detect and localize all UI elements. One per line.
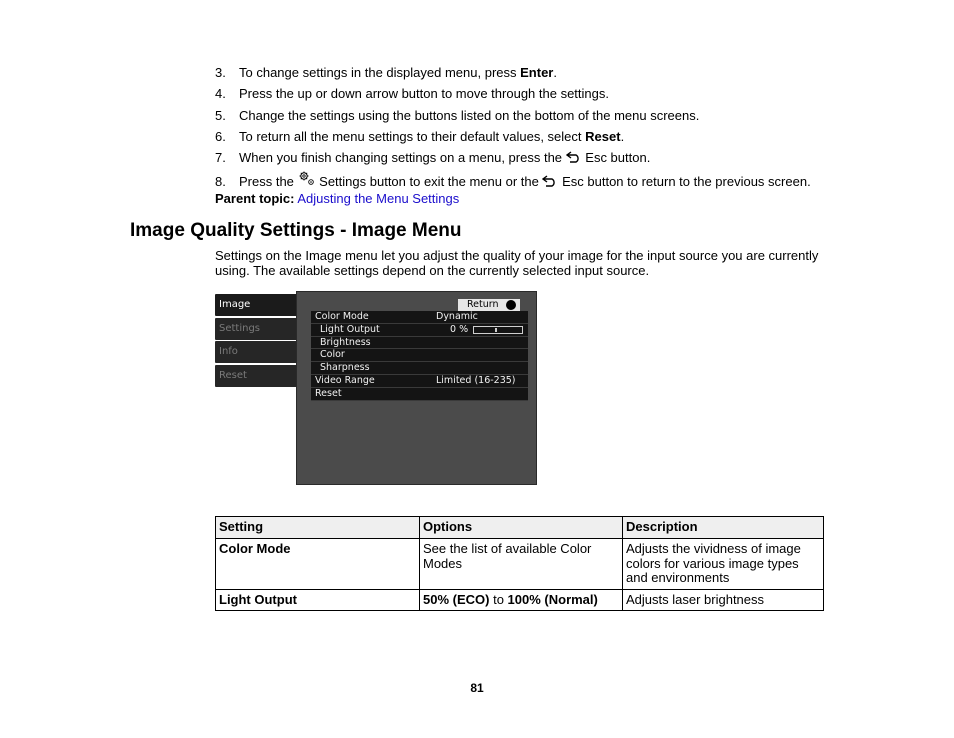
table-row: Color Mode See the list of available Color Modes Adjusts the vividness of image colors for various image types and environments — [216, 539, 824, 590]
menu-row-color-mode: Color Mode Dynamic — [311, 311, 528, 324]
menu-row-color: Color — [311, 349, 528, 362]
menu-tab-reset: Reset — [215, 365, 303, 387]
settings-table — [215, 516, 824, 611]
image-menu-screenshot — [215, 291, 537, 485]
menu-tab-settings: Settings — [215, 318, 303, 340]
menu-tab-info: Info — [215, 341, 303, 363]
step-3: 3. To change settings in the displayed menu, press Enter. — [215, 65, 557, 80]
menu-tab-image: Image — [215, 294, 303, 316]
step-5: 5. Change the settings using the buttons listed on the bottom of the menu screens. — [215, 107, 700, 123]
table-row: Light Output 50% (ECO) to 100% (Normal) Adjusts laser brightness — [216, 589, 824, 611]
page-number: 81 — [470, 681, 484, 695]
light-output-slider — [473, 326, 523, 334]
intro-paragraph: Settings on the Image menu let you adjust the quality of your image for the input source you are currently using. The available settings depend on the currently selected input source. — [215, 248, 819, 278]
header-setting: Setting — [216, 517, 420, 539]
step-8: 8. Press the Settings button to exit the menu or the Esc button to return to the previous screen. — [215, 171, 855, 192]
menu-rows — [311, 311, 528, 401]
menu-panel — [296, 291, 537, 485]
step-4: 4. Press the up or down arrow button to move through the settings. — [215, 86, 609, 102]
menu-row-sharpness: Sharpness — [311, 362, 528, 375]
header-description: Description — [623, 517, 824, 539]
light-output-slider-mark — [495, 328, 497, 332]
step-6: 6. To return all the menu settings to their default values, select Reset. — [215, 128, 625, 144]
parent-topic-link[interactable]: Adjusting the Menu Settings — [297, 191, 460, 206]
menu-row-video-range: Video Range Limited (16-235) — [311, 375, 528, 388]
menu-row-brightness: Brightness — [311, 337, 528, 350]
numbered-steps — [215, 62, 855, 193]
return-button: Return — [458, 299, 520, 311]
esc-return-icon — [566, 151, 582, 163]
return-icon — [506, 300, 516, 310]
settings-gear-icon — [298, 171, 316, 187]
menu-row-reset: Reset — [311, 388, 528, 401]
table-header-row — [216, 517, 824, 539]
step-7: 7. When you finish changing settings on a menu, press the Esc button. — [215, 150, 651, 166]
header-options: Options — [420, 517, 623, 539]
parent-topic: Parent topic: Adjusting the Menu Settings — [215, 191, 460, 206]
section-heading: Image Quality Settings - Image Menu — [130, 220, 462, 241]
menu-row-light-output: Light Output 0 % — [311, 324, 528, 337]
esc-return-icon — [542, 175, 558, 187]
